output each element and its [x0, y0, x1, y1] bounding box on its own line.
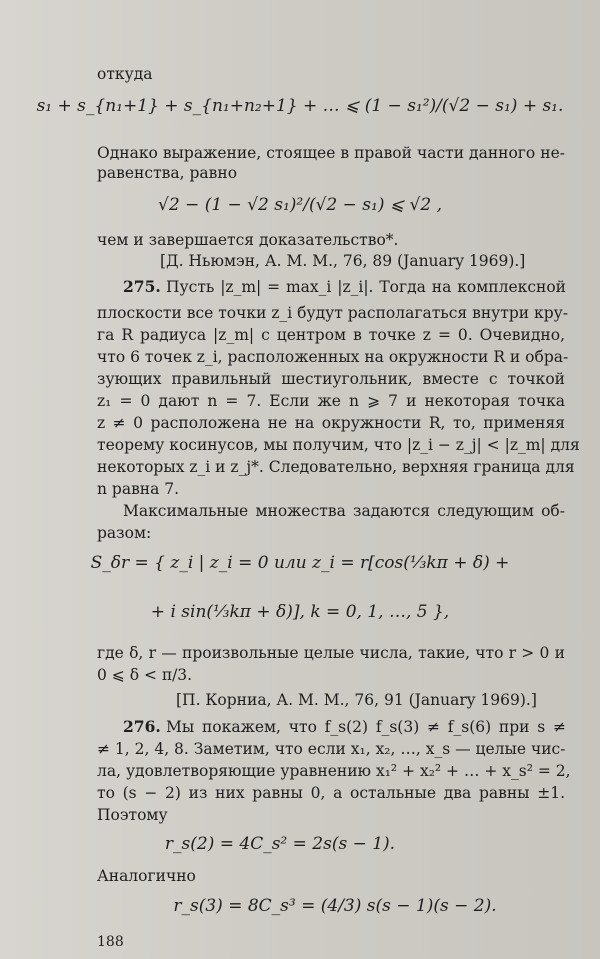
text-line: n равна 7.	[97, 480, 180, 498]
formula-inequality-1: s₁ + s_{n₁+1} + s_{n₁+n₂+1} + … ⩽ (1 − s₁²)/(√2 − s₁) + s₁.	[36, 96, 564, 116]
text-line: где δ, r — произвольные целые числа, такие, что r > 0 и	[97, 644, 565, 662]
text-line: некоторых z_i и z_j*. Следовательно, верхняя граница для	[97, 458, 575, 476]
text-line: 0 ⩽ δ < π/3.	[97, 666, 193, 684]
formula-set-definition-1: S_δr = { z_i | z_i = 0 или z_i = r[cos(⅓kπ + δ) +	[90, 553, 510, 573]
text-line: разом:	[97, 524, 152, 542]
formula-inequality-2: √2 − (1 − √2 s₁)²/(√2 − s₁) ⩽ √2 ,	[158, 195, 442, 215]
text-line: то (s − 2) из них равны 0, а остальные два равны ±1.	[97, 784, 565, 802]
page-number: 188	[97, 934, 124, 950]
text-line: зующих правильный шестиугольник, вместе с точкой	[97, 370, 565, 388]
text-line: z ≠ 0 расположена не на окружности R, то, применяя	[97, 414, 565, 432]
formula-rs3: r_s(3) = 8C_s³ = (4/3) s(s − 1)(s − 2).	[173, 896, 497, 916]
text-line: ла, удовлетворяющие уравнению x₁² + x₂² + … + x_s² = 2,	[97, 762, 571, 780]
problem-number-276: 276.	[123, 717, 161, 736]
text-line: Мы покажем, что f_s(2) f_s(3) ≠ f_s(6) при s ≠	[166, 718, 566, 736]
text-line: z₁ = 0 дают n = 7. Если же n ⩾ 7 и некоторая точка	[97, 392, 565, 410]
problem-number-275: 275.	[123, 277, 161, 296]
reference-citation-2: [П. Корниа, А. М. М., 76, 91 (January 1969).]	[176, 691, 537, 709]
text-line: ≠ 1, 2, 4, 8. Заметим, что если x₁, x₂, …, x_s — целые чис-	[97, 740, 566, 758]
text-line: Пусть |z_m| = max_i |z_i|. Тогда на комплексной	[166, 278, 566, 296]
text-line: откуда	[97, 65, 153, 83]
text-line: Поэтому	[97, 806, 168, 824]
text-line: га R радиуса |z_m| с центром в точке z = 0. Очевидно,	[97, 326, 565, 344]
text-line: равенства, равно	[97, 164, 238, 182]
text-line: чем и завершается доказательство*.	[97, 231, 399, 249]
reference-citation-1: [Д. Ньюмэн, А. М. М., 76, 89 (January 1969).]	[160, 252, 526, 270]
text-line: что 6 точек z_i, расположенных на окружности R и обра-	[97, 348, 569, 366]
formula-set-definition-2: + i sin(⅓kπ + δ)], k = 0, 1, …, 5 },	[150, 602, 450, 622]
formula-rs2: r_s(2) = 4C_s² = 2s(s − 1).	[164, 834, 396, 854]
text-line: теорему косинусов, мы получим, что |z_i − z_j| < |z_m| для	[97, 436, 580, 454]
text-line: Аналогично	[97, 867, 196, 885]
text-line: плоскости все точки z_i будут располагаться внутри кру-	[97, 304, 569, 322]
text-line: Однако выражение, стоящее в правой части данного не-	[97, 144, 565, 162]
text-line: Максимальные множества задаются следующим об-	[123, 502, 565, 520]
